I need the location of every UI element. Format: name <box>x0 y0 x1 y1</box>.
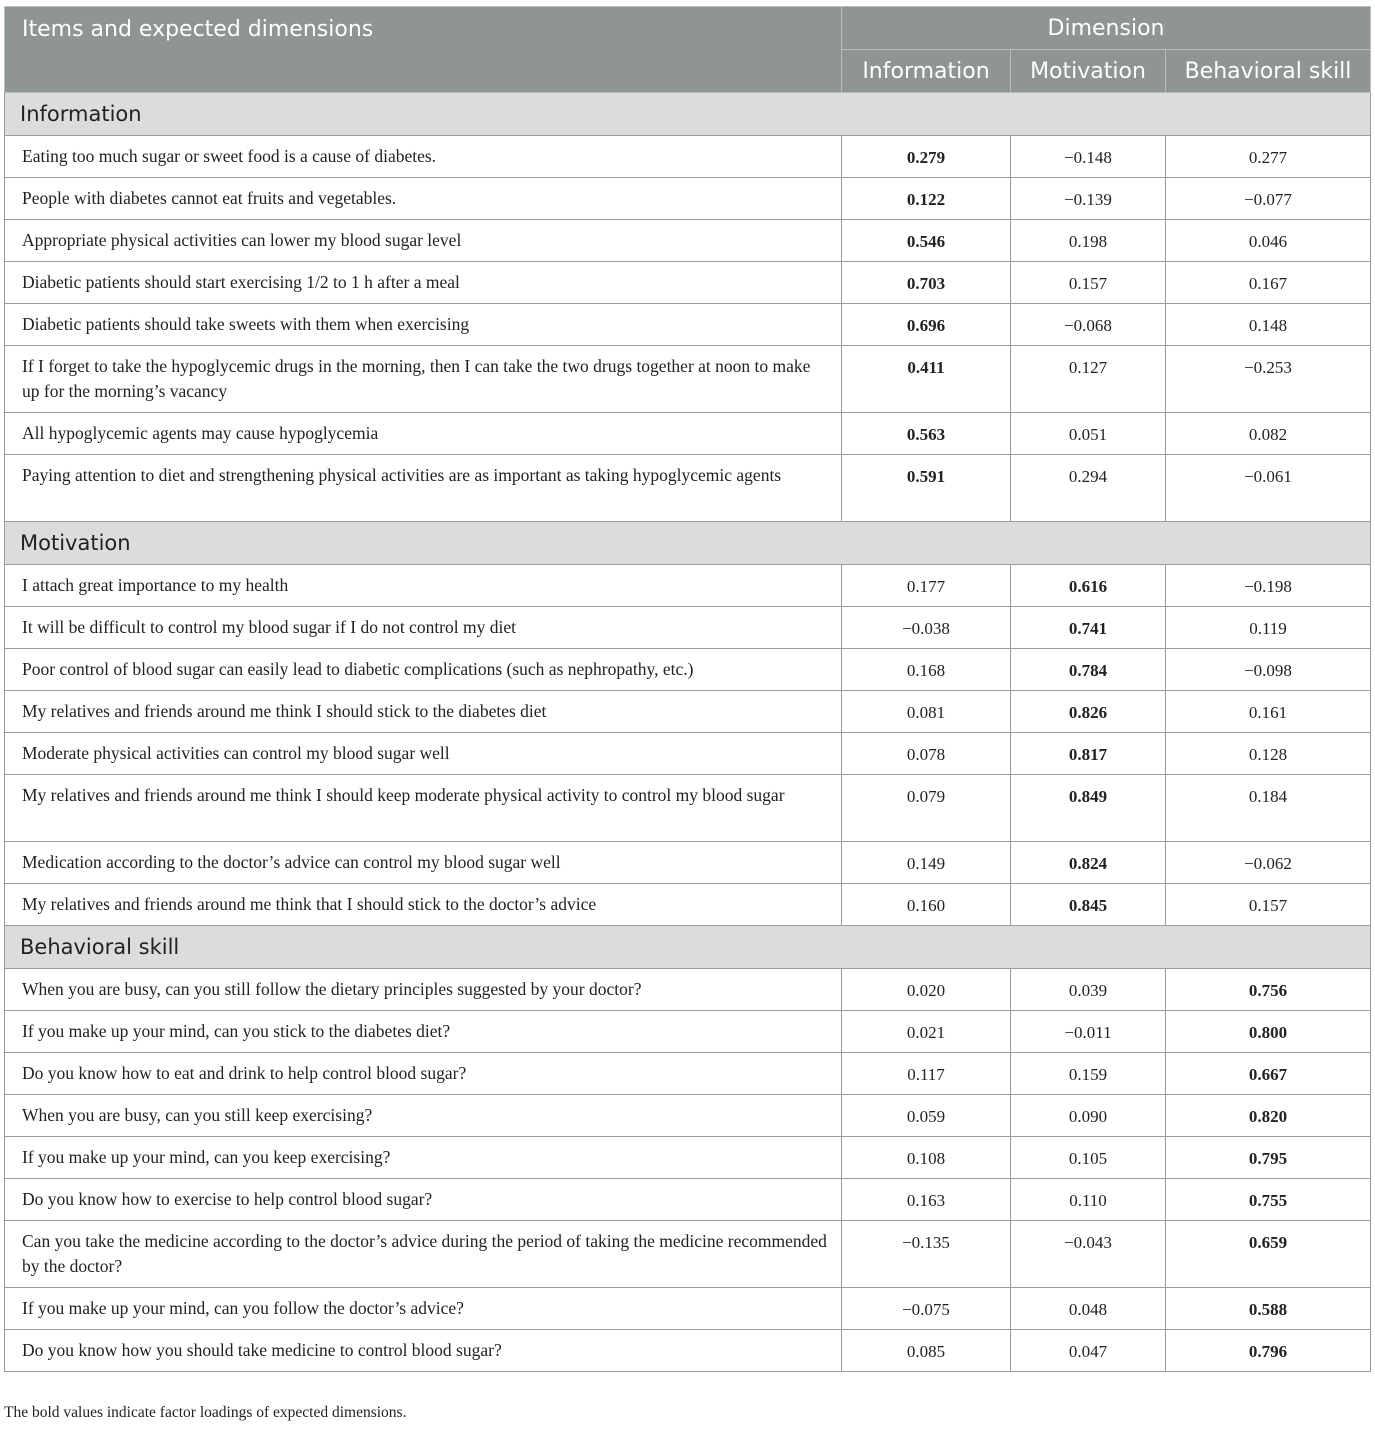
table-row <box>5 649 1371 691</box>
table-row <box>5 884 1371 926</box>
loading-value: 0.659 <box>1166 1221 1371 1288</box>
loading-value: −0.061 <box>1166 455 1371 522</box>
item-text: If I forget to take the hypoglycemic drugs in the morning, then I can take the two drugs together at noon to make up for the morning’s vacancy <box>5 346 842 413</box>
loading-value: 0.110 <box>1011 1179 1166 1221</box>
loading-value: 0.755 <box>1166 1179 1371 1221</box>
loading-value: 0.616 <box>1011 565 1166 607</box>
loading-value: 0.177 <box>842 565 1011 607</box>
loading-value: 0.294 <box>1011 455 1166 522</box>
loading-value: 0.090 <box>1011 1095 1166 1137</box>
table-row <box>5 565 1371 607</box>
table-row <box>5 262 1371 304</box>
table-header <box>5 7 1371 93</box>
loading-value: 0.826 <box>1011 691 1166 733</box>
table-row <box>5 1288 1371 1330</box>
table-row <box>5 607 1371 649</box>
loading-value: 0.149 <box>842 842 1011 884</box>
factor-loading-table <box>4 6 1371 1372</box>
section-row <box>5 93 1371 136</box>
table-row <box>5 304 1371 346</box>
loading-value: −0.098 <box>1166 649 1371 691</box>
loading-value: 0.795 <box>1166 1137 1371 1179</box>
item-text: Moderate physical activities can control my blood sugar well <box>5 733 842 775</box>
header-col-behavioral-skill: Behavioral skill <box>1166 50 1371 93</box>
section-title: Motivation <box>5 522 1371 565</box>
item-text: I attach great importance to my health <box>5 565 842 607</box>
loading-value: 0.411 <box>842 346 1011 413</box>
loading-value: −0.075 <box>842 1288 1011 1330</box>
item-text: Paying attention to diet and strengthening physical activities are as important as taking hypoglycemic agents <box>5 455 842 522</box>
header-items-label: Items and expected dimensions <box>5 7 842 93</box>
item-text: When you are busy, can you still follow the dietary principles suggested by your doctor? <box>5 969 842 1011</box>
table-row <box>5 775 1371 842</box>
item-text: Poor control of blood sugar can easily lead to diabetic complications (such as nephropathy, etc.) <box>5 649 842 691</box>
table-row <box>5 842 1371 884</box>
loading-value: 0.563 <box>842 413 1011 455</box>
item-text: Diabetic patients should start exercising 1/2 to 1 h after a meal <box>5 262 842 304</box>
loading-value: 0.756 <box>1166 969 1371 1011</box>
table-row <box>5 136 1371 178</box>
item-text: Medication according to the doctor’s advice can control my blood sugar well <box>5 842 842 884</box>
loading-value: 0.047 <box>1011 1330 1166 1372</box>
table-row <box>5 1095 1371 1137</box>
item-text: Do you know how to eat and drink to help control blood sugar? <box>5 1053 842 1095</box>
loading-value: 0.849 <box>1011 775 1166 842</box>
table-row <box>5 413 1371 455</box>
loading-value: −0.077 <box>1166 178 1371 220</box>
item-text: My relatives and friends around me think that I should stick to the doctor’s advice <box>5 884 842 926</box>
loading-value: 0.696 <box>842 304 1011 346</box>
table-row <box>5 733 1371 775</box>
loading-value: 0.667 <box>1166 1053 1371 1095</box>
loading-value: 0.157 <box>1011 262 1166 304</box>
loading-value: 0.020 <box>842 969 1011 1011</box>
item-text: All hypoglycemic agents may cause hypoglycemia <box>5 413 842 455</box>
loading-value: −0.198 <box>1166 565 1371 607</box>
loading-value: 0.800 <box>1166 1011 1371 1053</box>
loading-value: 0.546 <box>842 220 1011 262</box>
loading-value: 0.051 <box>1011 413 1166 455</box>
loading-value: −0.135 <box>842 1221 1011 1288</box>
section-row <box>5 522 1371 565</box>
loading-value: 0.160 <box>842 884 1011 926</box>
item-text: People with diabetes cannot eat fruits and vegetables. <box>5 178 842 220</box>
item-text: Eating too much sugar or sweet food is a cause of diabetes. <box>5 136 842 178</box>
loading-value: −0.038 <box>842 607 1011 649</box>
loading-value: 0.184 <box>1166 775 1371 842</box>
loading-value: −0.139 <box>1011 178 1166 220</box>
item-text: My relatives and friends around me think I should keep moderate physical activity to control my blood sugar <box>5 775 842 842</box>
loading-value: 0.198 <box>1011 220 1166 262</box>
table-footnote: The bold values indicate factor loadings of expected dimensions. <box>4 1404 407 1421</box>
loading-value: 0.117 <box>842 1053 1011 1095</box>
section-row <box>5 926 1371 969</box>
loading-value: 0.081 <box>842 691 1011 733</box>
header-col-motivation: Motivation <box>1011 50 1166 93</box>
loading-value: −0.253 <box>1166 346 1371 413</box>
loading-value: 0.079 <box>842 775 1011 842</box>
table-row <box>5 691 1371 733</box>
table-row <box>5 178 1371 220</box>
loading-value: 0.784 <box>1011 649 1166 691</box>
loading-value: 0.817 <box>1011 733 1166 775</box>
loading-value: 0.591 <box>842 455 1011 522</box>
loading-value: 0.046 <box>1166 220 1371 262</box>
loading-value: 0.167 <box>1166 262 1371 304</box>
header-col-information: Information <box>842 50 1011 93</box>
loading-value: 0.059 <box>842 1095 1011 1137</box>
table-row <box>5 1221 1371 1288</box>
item-text: When you are busy, can you still keep exercising? <box>5 1095 842 1137</box>
loading-value: 0.085 <box>842 1330 1011 1372</box>
item-text: Diabetic patients should take sweets with them when exercising <box>5 304 842 346</box>
loading-value: 0.824 <box>1011 842 1166 884</box>
loading-value: 0.159 <box>1011 1053 1166 1095</box>
table-row <box>5 969 1371 1011</box>
table-row <box>5 220 1371 262</box>
loading-value: 0.039 <box>1011 969 1166 1011</box>
loading-value: 0.122 <box>842 178 1011 220</box>
loading-value: 0.168 <box>842 649 1011 691</box>
loading-value: −0.068 <box>1011 304 1166 346</box>
table-row <box>5 1053 1371 1095</box>
loading-value: 0.820 <box>1166 1095 1371 1137</box>
loading-value: 0.105 <box>1011 1137 1166 1179</box>
loading-value: 0.277 <box>1166 136 1371 178</box>
loading-value: 0.161 <box>1166 691 1371 733</box>
loading-value: 0.279 <box>842 136 1011 178</box>
item-text: Appropriate physical activities can lower my blood sugar level <box>5 220 842 262</box>
loading-value: −0.148 <box>1011 136 1166 178</box>
loading-value: 0.078 <box>842 733 1011 775</box>
loading-value: 0.082 <box>1166 413 1371 455</box>
item-text: My relatives and friends around me think I should stick to the diabetes diet <box>5 691 842 733</box>
item-text: It will be difficult to control my blood sugar if I do not control my diet <box>5 607 842 649</box>
item-text: If you make up your mind, can you stick to the diabetes diet? <box>5 1011 842 1053</box>
loading-value: 0.741 <box>1011 607 1166 649</box>
item-text: Do you know how you should take medicine to control blood sugar? <box>5 1330 842 1372</box>
loading-value: 0.108 <box>842 1137 1011 1179</box>
loading-value: 0.148 <box>1166 304 1371 346</box>
loading-value: −0.043 <box>1011 1221 1166 1288</box>
table-row <box>5 1137 1371 1179</box>
table-body <box>5 93 1371 1372</box>
table-container <box>4 6 1370 1372</box>
loading-value: 0.127 <box>1011 346 1166 413</box>
loading-value: 0.119 <box>1166 607 1371 649</box>
loading-value: 0.128 <box>1166 733 1371 775</box>
loading-value: 0.157 <box>1166 884 1371 926</box>
item-text: Do you know how to exercise to help control blood sugar? <box>5 1179 842 1221</box>
loading-value: 0.703 <box>842 262 1011 304</box>
table-row <box>5 1011 1371 1053</box>
section-title: Information <box>5 93 1371 136</box>
loading-value: 0.845 <box>1011 884 1166 926</box>
table-row <box>5 455 1371 522</box>
header-dimension-label: Dimension <box>842 7 1371 50</box>
loading-value: 0.021 <box>842 1011 1011 1053</box>
table-row <box>5 1330 1371 1372</box>
loading-value: 0.796 <box>1166 1330 1371 1372</box>
item-text: If you make up your mind, can you follow the doctor’s advice? <box>5 1288 842 1330</box>
item-text: Can you take the medicine according to the doctor’s advice during the period of taking the medicine recommended by the doctor? <box>5 1221 842 1288</box>
table-row <box>5 346 1371 413</box>
loading-value: −0.062 <box>1166 842 1371 884</box>
loading-value: −0.011 <box>1011 1011 1166 1053</box>
item-text: If you make up your mind, can you keep exercising? <box>5 1137 842 1179</box>
loading-value: 0.048 <box>1011 1288 1166 1330</box>
loading-value: 0.588 <box>1166 1288 1371 1330</box>
table-row <box>5 1179 1371 1221</box>
loading-value: 0.163 <box>842 1179 1011 1221</box>
section-title: Behavioral skill <box>5 926 1371 969</box>
